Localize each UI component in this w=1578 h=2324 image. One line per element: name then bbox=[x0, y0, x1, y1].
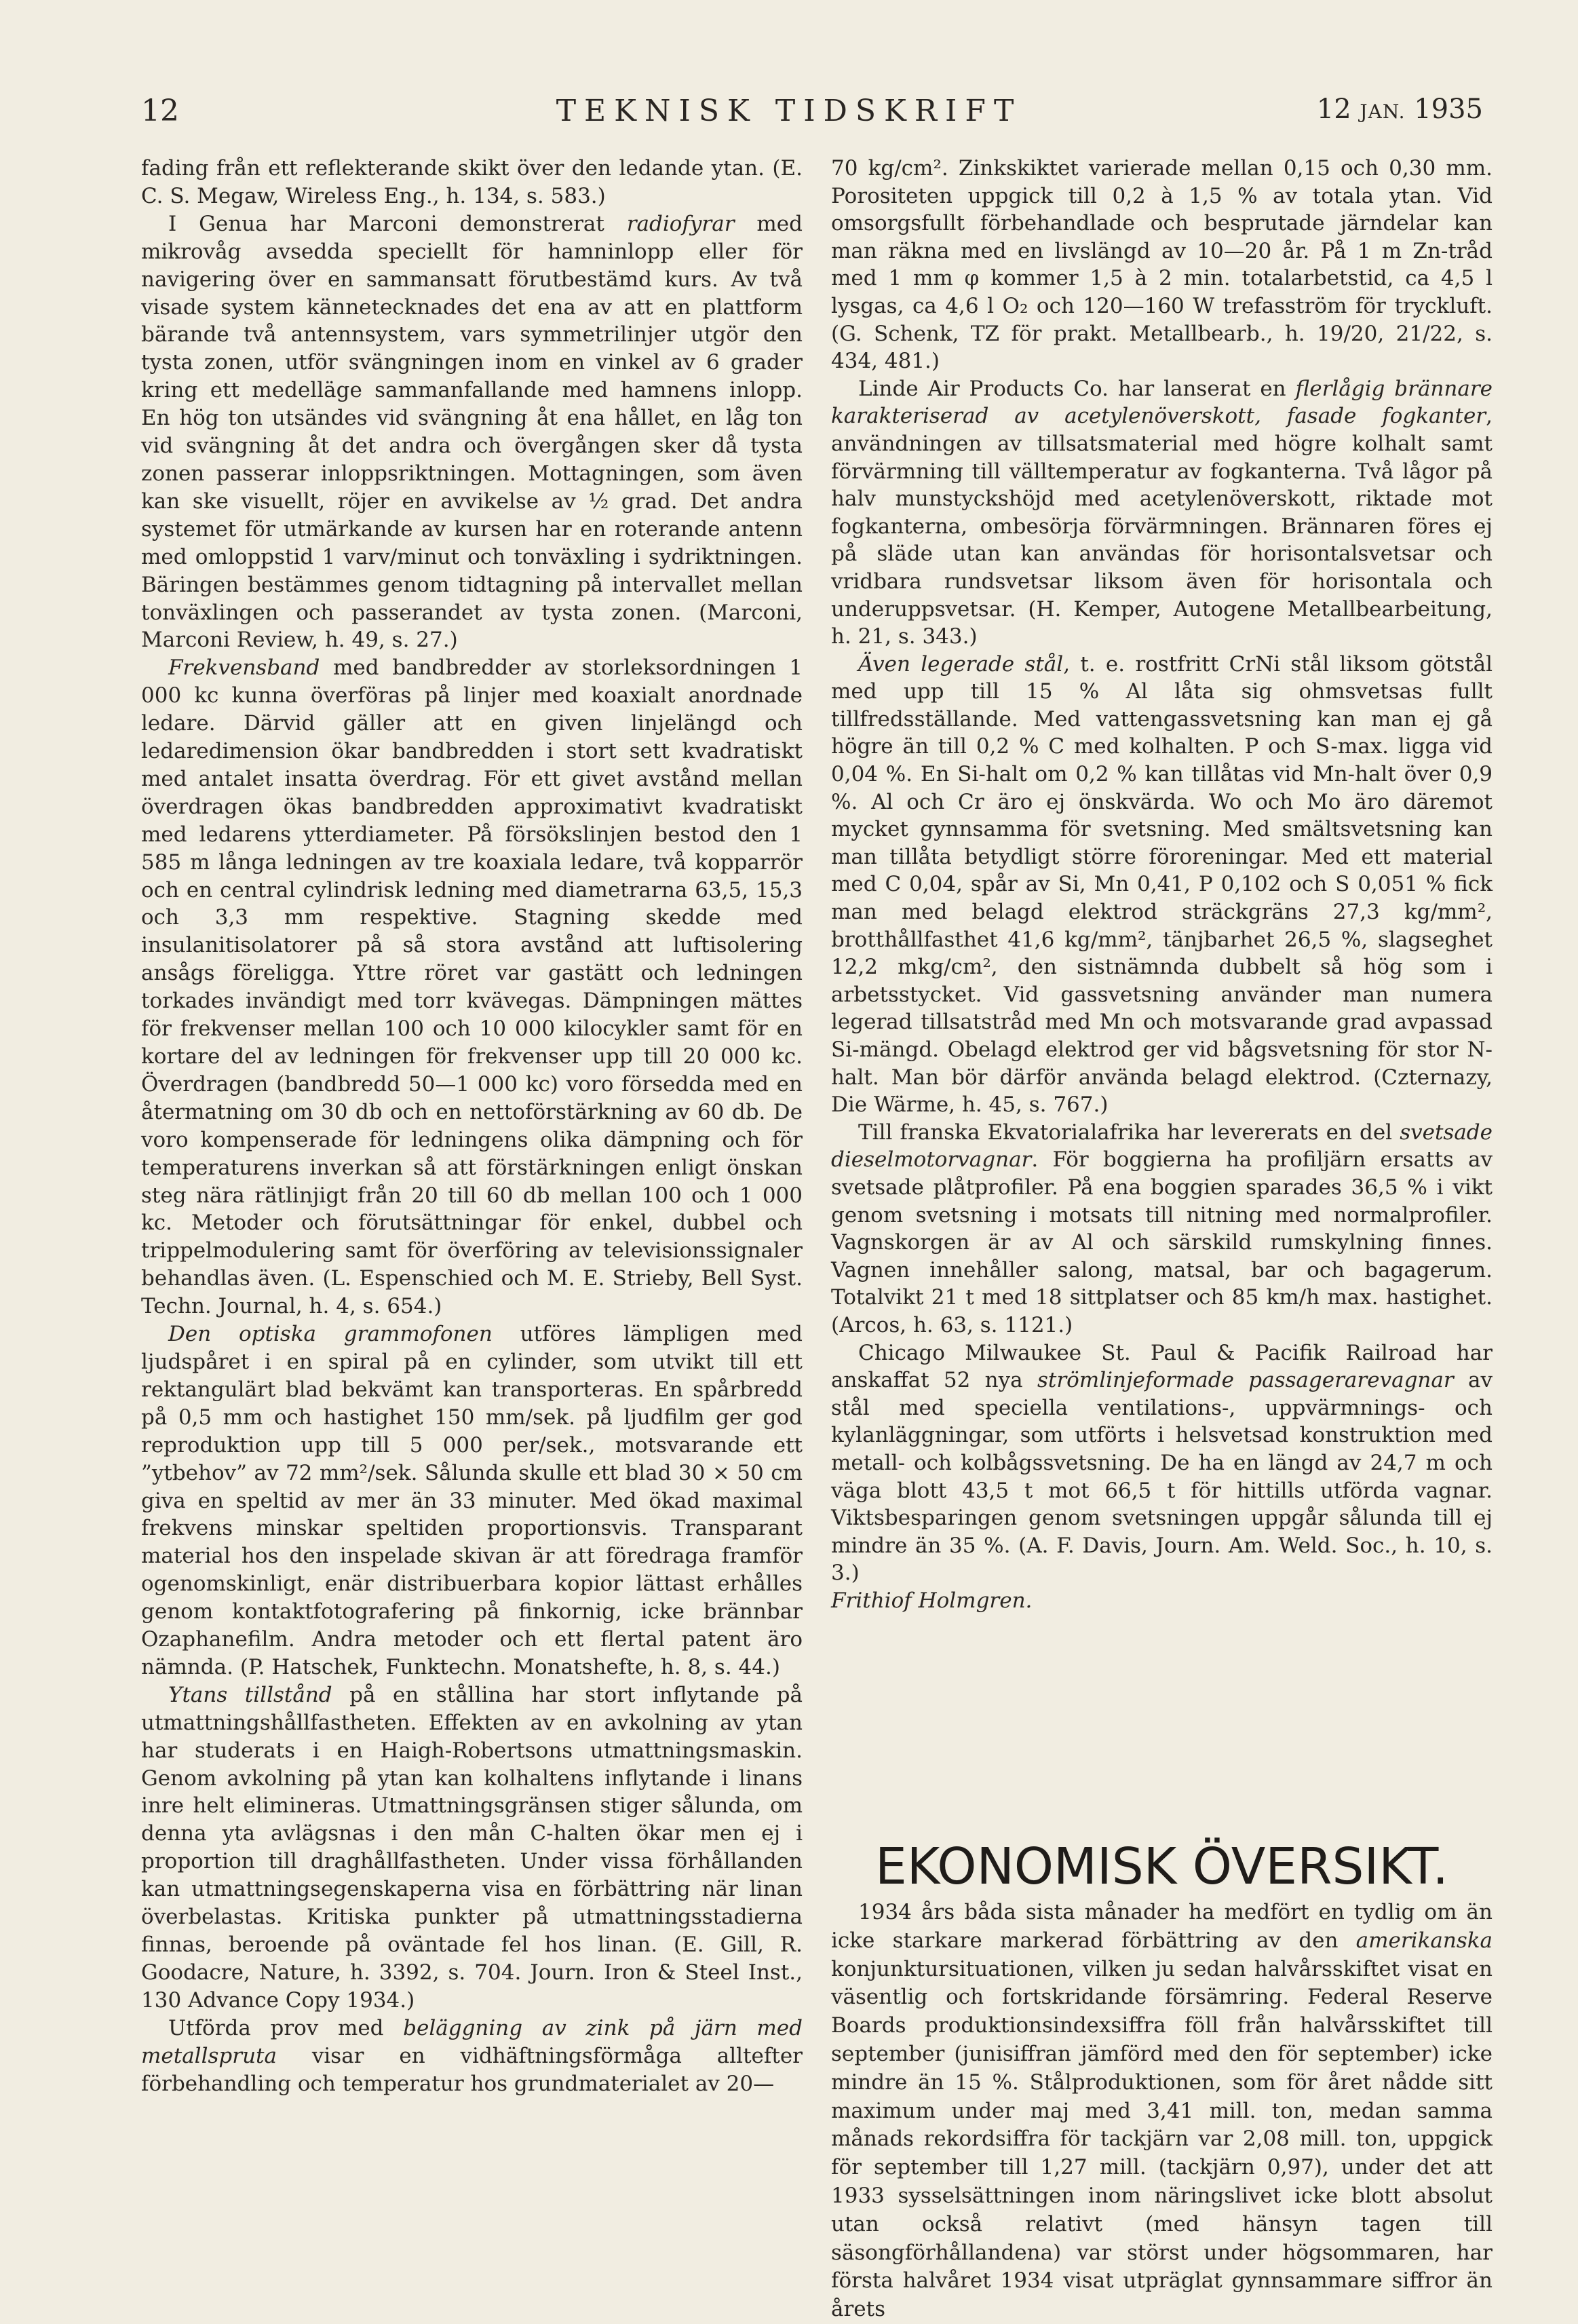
paragraph-text: , användningen av tillsatsmaterial med högre kolhalt samt förvärmning till välltemperatur av fogkanterna. Två lågor på halv munstyckshöjd med acetylenöverskott, riktade mot fogkanterna, ombesörja förvärmningen. Brännaren föres ej på släde utan kan användas för horisontalsvetsar och vridbara rundsvetsar liksom även för horisontala och underuppsvetsar. (H. Kemper, Autogene Metallbearbeitung, h. 21, s. 343.) bbox=[831, 404, 1493, 649]
section-title: EKONOMISK ÖVERSIKT. bbox=[874, 1837, 1449, 1896]
paragraph-text: , t. e. rostfritt CrNi stål liksom götstål med upp till 15 % Al låta sig ohmsvetsas fullt tillfredsställande. Med vattengassvetsning kan man ej gå högre än till 0,2 % C med kolhalten. P och S-max. ligga vid 0,04 %. En Si-halt om 0,2 % kan tillåtas vid Mn-halt över 0,9 %. Al och Cr äro ej önskvärda. Wo och Mo äro däremot mycket gynnsamma för svetsning. Med smältsvetsning kan man tillåta betydligt större föroreningar. Med ett material med C 0,04, spår av Si, Mn 0,41, P 0,102 och S 0,051 % fick man med belagd elektrod sträckgräns 27,3 kg/mm², brotthållfasthet 41,6 kg/mm², tänjbarhet 26,5 %, slagseghet 12,2 mkg/cm², den sistnämnda dubbelt så hög som i arbetsstycket. Vid gassvetsning använder man numera legerad tillsatstråd med Mn och motsvarande grad avpassad Si-mängd. Obelagd elektrod ger vid bågsvetsning för stor N-halt. Man bör därför använda belagd elektrod. (Czternazy, Die Wärme, h. 45, s. 767.) bbox=[831, 651, 1493, 1118]
paragraph-emphasis: Den optiska grammofonen bbox=[168, 1322, 493, 1347]
page-number: 12 bbox=[141, 94, 179, 128]
economic-overview-text bbox=[831, 1899, 1493, 2324]
paragraph-continued: fading från ett reflekterande skikt över den ledande ytan. (E. C. S. Megaw, Wireless Eng., h. 134, s. 583.) bbox=[141, 156, 803, 208]
paragraph-emphasis: beläggning av zink på järn med metallspruta bbox=[141, 2015, 803, 2068]
paragraph-emphasis: Ytans tillstånd bbox=[168, 1682, 332, 1707]
paragraph-emphasis: Även legerade stål bbox=[858, 651, 1064, 677]
paragraph-text: av stål med speciella ventilations-, uppvärmnings- och kylanläggningar, som utförts i helsvetsad konstruktion med metall- och kolbågssvetsning. De ha en längd av 24,7 m och väga blott 43,5 t mot 66,5 t för hittills utförda vagnar. Viktsbesparingen genom svetsningen uppgår sålunda till ej mindre än 35 %. (A. F. Davis, Journ. Am. Weld. Soc., h. 10, s. 3.) bbox=[831, 1368, 1493, 1586]
paragraph-emphasis: radiofyrar bbox=[626, 211, 735, 236]
journal-title: TEKNISK TIDSKRIFT bbox=[556, 94, 1022, 128]
paragraph-text: med bandbredder av storleksordningen 1 000 kc kunna överföras på linjer med koaxialt anordnade ledare. Därvid gäller att en given linjelängd och ledaredimension ökar bandbredden i stort sett kvadratiskt med antalet insatta överdrag. För ett givet avstånd mellan överdragen ökas bandbredden approximativt kvadratiskt med ledarens ytterdiameter. På försökslinjen bestod den 1 585 m långa ledningen av tre koaxiala ledare, två kopparrör och en central cylindrisk ledning med diametrarna 63,5, 15,3 och 3,3 mm respektive. Stagning skedde med insulanitisolatorer på så stora avstånd att luftisolering ansågs föreligga. Yttre röret var gastätt och ledningen torkades invändigt med torr kvävegas. Dämpningen mättes för frekvenser mellan 100 och 10 000 kilocykler samt för en kortare del av ledningen för frekvenser upp till 20 000 kc. Överdragen (bandbredd 50—1 000 kc) voro försedda med en återmatning om 30 db och en nettoförstärkning av 60 db. De voro kompenserade för ledningens olika dämpning och för temperaturens inverkan så att förstärkningen enligt önskan steg nära rätlinjigt från 20 till 60 db mellan 100 och 1 000 kc. Metoder och förutsättningar för enkel, dubbel och trippelmodulering samt för överföring av televisionssignaler behandlas även. (L. Espenschied och M. E. Strieby, Bell Syst. Techn. Journal, h. 4, s. 654.) bbox=[141, 655, 803, 1319]
paragraph-emphasis: strömlinjeformade passagerarevagnar bbox=[1037, 1368, 1454, 1393]
paragraph bbox=[831, 1339, 1493, 1587]
paragraph bbox=[141, 210, 803, 655]
issue-date bbox=[1317, 94, 1483, 125]
paragraph-text: visar en vidhäftningsförmåga alltefter förbehandling och temperatur hos grundmaterialet av 20— bbox=[141, 2043, 803, 2096]
right-column-articles bbox=[831, 155, 1493, 1587]
running-header bbox=[0, 94, 1578, 141]
paragraph-emphasis: svetsade dieselmotorvagnar bbox=[831, 1120, 1493, 1173]
paragraph bbox=[831, 1899, 1493, 2324]
paragraph-emphasis: amerikanska bbox=[1355, 1928, 1493, 1953]
issue-month: JAN. bbox=[1360, 100, 1406, 123]
left-column bbox=[141, 155, 803, 2097]
paragraph bbox=[141, 654, 803, 1320]
paragraph bbox=[141, 1320, 803, 1681]
paragraph-text: Till franska Ekvatorialafrika har levererats en del bbox=[858, 1120, 1400, 1145]
right-column bbox=[831, 155, 1493, 2322]
paragraph-text: Utförda prov med bbox=[168, 2015, 404, 2040]
paragraph-text: utföres lämpligen med ljudspåret i en spiral på en cylinder, som utvikt till ett rektangulärt blad bekvämt kan transporteras. En spårbredd på 0,5 mm och hastighet 150 mm/sek. på ljudfilm ger god reproduktion upp till 5 000 per/sek., motsvarande ett ”ytbehov” av 72 mm²/sek. Sålunda skulle ett blad 30 × 50 cm giva en speltid av mer än 33 minuter. Med ökad maximal frekvens minskar speltiden proportionsvis. Transparant material hos den inspelade skivan är att föredraga framför ogenomskinligt, enär distribuerbara kopior lättast erhålles genom kontaktfotografering på finkornig, icke brännbar Ozaphanefilm. Andra metoder och ett flertal patent äro nämnda. (P. Hatschek, Funktechn. Monatshefte, h. 8, s. 44.) bbox=[141, 1322, 803, 1679]
issue-day: 12 bbox=[1316, 94, 1351, 125]
paragraph-text: . För boggierna ha profiljärn ersatts av svetsade plåtprofiler. På ena boggien sparades 36,5 % i vikt genom svetsning i motsats till nitning med normalprofiler. Vagnskorgen är av Al och särskild rumskylning finnes. Vagnen innehåller salong, matsal, bar och bagagerum. Totalvikt 21 t med 18 sittplatser och 85 km/h max. hastighet. (Arcos, h. 63, s. 1121.) bbox=[831, 1147, 1493, 1337]
paragraph-continued: 70 kg/cm². Zinkskiktet varierade mellan 0,15 och 0,30 mm. Porositeten uppgick till 0,2 à 1,5 % av totala ytan. Vid omsorgsfullt förbehandlade och besprutade järndelar kan man räkna med en livslängd av 10—20 år. På 1 m Zn-tråd med 1 mm φ kommer 1,5 à 2 min. totalarbetstid, ca 4,5 l lysgas, ca 4,6 l O₂ och 120—160 W trefasström för tryckluft. (G. Schenk, TZ för prakt. Metallbearb., h. 19/20, 21/22, s. 434, 481.) bbox=[831, 156, 1493, 374]
paragraph bbox=[141, 1681, 803, 2015]
paragraph-text: I Genua har Marconi demonstrerat bbox=[168, 211, 627, 236]
paragraph-emphasis: flerlågig brännare karakteriserad av acetylenöverskott, fasade fogkanter bbox=[831, 376, 1493, 429]
paragraph-text: på en stållina har stort inflytande på utmattningshållfastheten. Effekten av en avkolning av ytan har studerats i en Haigh-Robertsons utmattningsmaskin. Genom avkolning på ytan kan kolhaltens inflytande i linans inre helt elimineras. Utmattningsgränsen stiger sålunda, om denna yta avlägsnas i den mån C-halten ökar men ej i proportion till draghållfastheten. Under vissa förhållanden kan utmattningsegenskaperna visa en förbättring när linan överbelastas. Kritiska punkter på utmattningsstadierna finnas, beroende på oväntade fel hos linan. (E. Gill, R. Goodacre, Nature, h. 3392, s. 704. Journ. Iron & Steel Inst., 130 Advance Copy 1934.) bbox=[141, 1682, 803, 2013]
paragraph bbox=[831, 1119, 1493, 1339]
author-signature: Frithiof Holmgren. bbox=[831, 1588, 1033, 1613]
paragraph-text: konjunktursituationen, vilken ju sedan halvårsskiftet visat en väsentlig och fortskridande försämring. Federal Reserve Boards produktionsindexsiffra föll från halvårsskiftet till september (junisiffran jämförd med den för september) icke mindre än 15 %. Stålproduktionen, som för året nådde sitt maximum under maj med 3,41 mill. ton, medan samma månads rekordsiffra för tackjärn var 2,08 mill. ton, uppgick för september till 1,27 mill. (tackjärn 0,97), under det att 1933 sysselsättningen inom näringslivet icke blott absolut utan också relativt (med hänsyn tagen till säsongförhållandena) var störst under högsommaren, har första halvåret 1934 visat utpräglat gynnsammare siffror än årets bbox=[831, 1956, 1493, 2322]
paragraph-text: Chicago Milwaukee St. Paul & Pacifik Railroad har anskaffat 52 nya bbox=[831, 1340, 1493, 1393]
issue-year: 1935 bbox=[1414, 94, 1483, 125]
paragraph-text: 1934 års båda sista månader ha medfört en tydlig om än icke starkare markerad förbättring av den bbox=[831, 1900, 1493, 1953]
paragraph bbox=[831, 651, 1493, 1119]
paragraph-text: med mikrovåg avsedda speciellt för hamninlopp eller för navigering över en sammansatt förutbestämd kurs. Av två visade system kännetecknades det ena av att en plattform bärande två antennsystem, vars symmetrilinjer utgör den tysta zonen, utför svängningen inom en vinkel av 6 grader kring ett medelläge sammanfallande med hamnens inlopp. En hög ton utsändes vid svängning åt ena hållet, en låg ton vid svängning åt det andra och övergången sker då tysta zonen passerar inloppsriktningen. Mottagningen, som även kan ske visuellt, röjer en avvikelse av ½ grad. Det andra systemet för utmärkande av kursen har en roterande antenn med omloppstid 1 varv/minut och tonväxling i sydriktningen. Bäringen bestämmes genom tidtagning på intervallet mellan tonväxlingen och passerandet av tysta zonen. (Marconi, Marconi Review, h. 49, s. 27.) bbox=[141, 211, 803, 653]
paragraph bbox=[141, 2015, 803, 2098]
paragraph-emphasis: Frekvensband bbox=[168, 655, 320, 681]
paragraph bbox=[831, 375, 1493, 651]
paragraph-text: Linde Air Products Co. har lanserat en bbox=[858, 376, 1296, 401]
